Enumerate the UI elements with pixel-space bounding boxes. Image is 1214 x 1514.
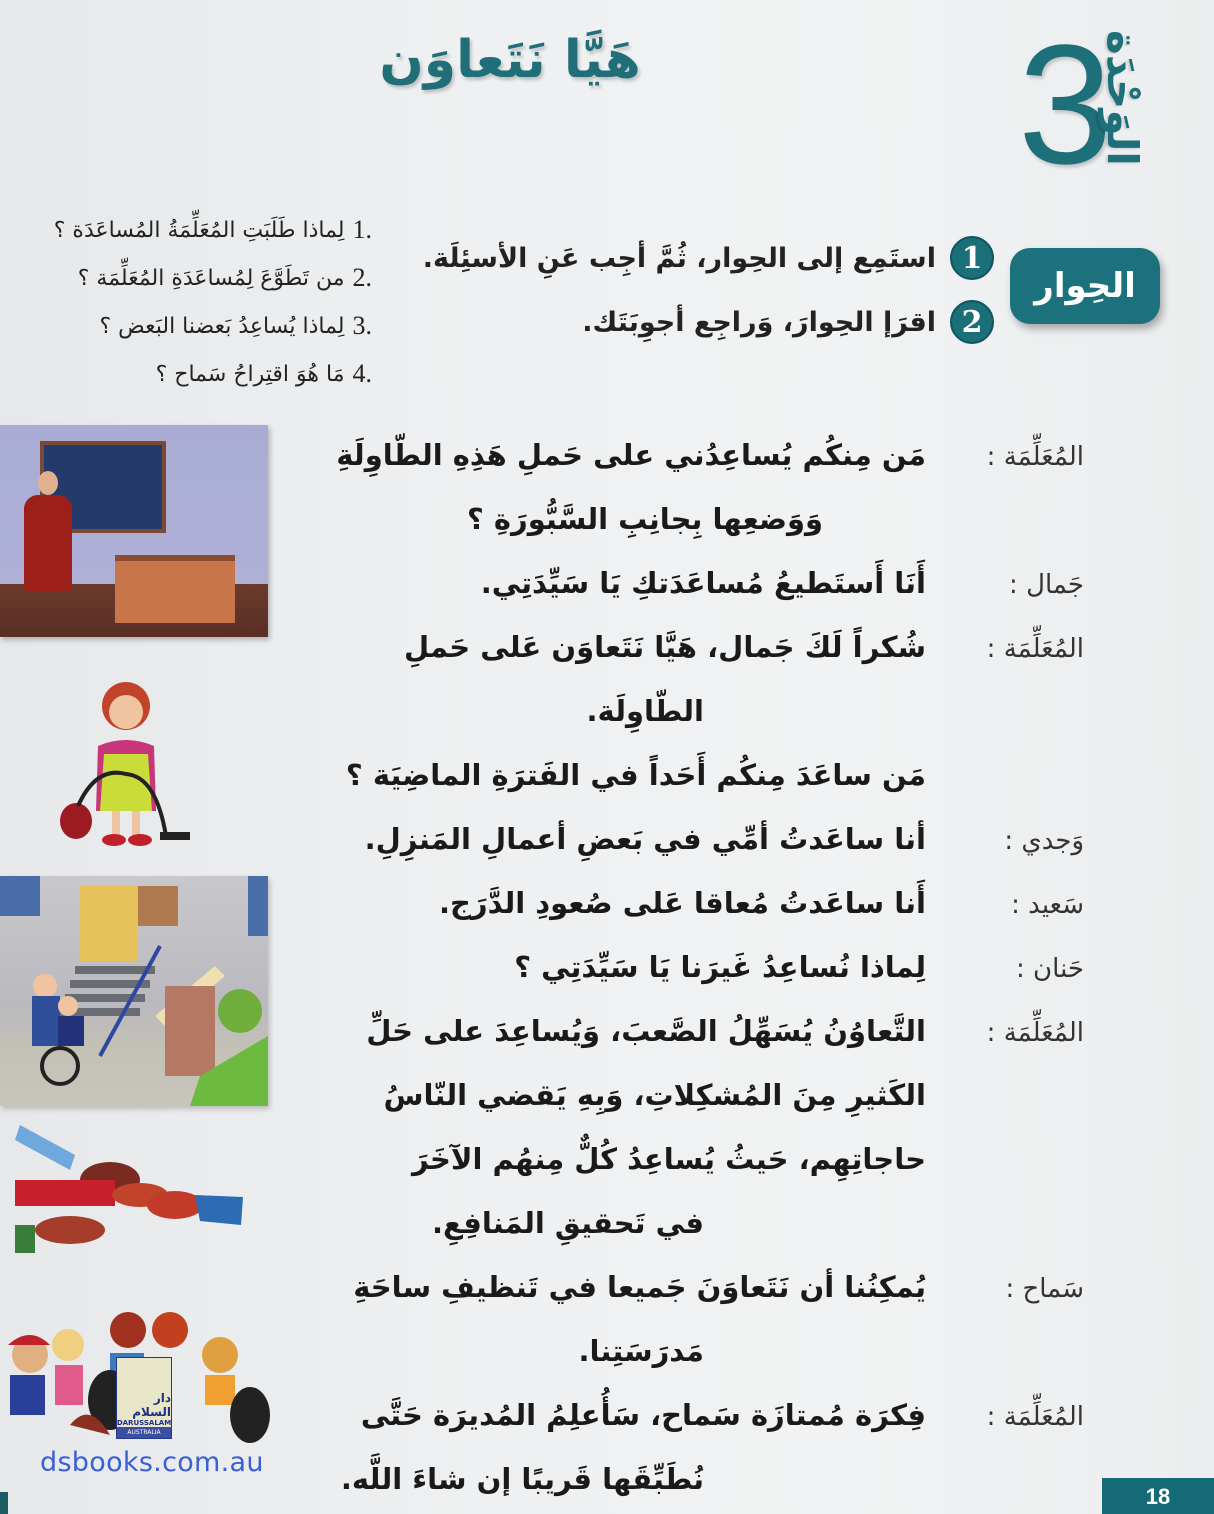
speech-text: أنا ساعَدتُ أمِّي في بَعضِ أعمالِ المَنزِلِ. — [364, 822, 926, 856]
teacher-figure — [24, 495, 72, 591]
number-badge-2: 2 — [950, 300, 994, 344]
teacher-head — [38, 471, 58, 495]
question-text: مَا هُوَ اقتِراحُ سَماح ؟ — [155, 361, 345, 387]
speaker-label: سَعيد : — [1011, 890, 1084, 920]
question-text: من تَطَوَّعَ لِمُساعَدَةِ المُعَلِّمَة ؟ — [77, 265, 345, 291]
speech-text: مَدرَسَتِنا. — [578, 1334, 704, 1368]
dialogue-line — [345, 758, 1084, 822]
dialogue-text — [336, 438, 1084, 1514]
speaker-label: المُعَلِّمَة : — [986, 442, 1084, 472]
speech-text: أَنَا أَستَطيعُ مُساعَدَتكِ يَا سَيِّدَتِي. — [480, 566, 926, 600]
logo-country-text: AUSTRALIA — [117, 1427, 171, 1438]
dialogue-line — [364, 1142, 1084, 1206]
instruction-1 — [374, 236, 994, 280]
dialogue-line — [364, 886, 1084, 950]
question-text: لِماذا يُساعِدُ بَعضنا البَعض ؟ — [99, 313, 345, 339]
logo-arabic-text: دار السلام — [132, 1391, 171, 1419]
girl-vacuuming-illustration — [56, 676, 196, 851]
speaker-label: حَنان : — [1016, 954, 1084, 984]
dialogue-line — [364, 630, 1084, 694]
question-item — [0, 350, 378, 398]
speaker-label: المُعَلِّمَة : — [986, 1018, 1084, 1048]
speech-text: الطّاوِلَة. — [586, 694, 704, 728]
school-stairs-wheelchair-illustration — [0, 876, 268, 1106]
instruction-text: استَمِع إلى الحِوار، ثُمَّ أجِب عَنِ الأسئِلَة. — [422, 242, 936, 274]
dialogue-line — [360, 1398, 1084, 1462]
question-text: لِماذا طَلَبَتِ المُعَلِّمَةُ المُساعَدَة ؟ — [53, 217, 345, 243]
dialogue-line — [353, 1270, 1084, 1334]
speech-text: نُطَبِّقَها قَريبًا إن شاءَ اللَّه. — [340, 1462, 704, 1496]
speech-text: فِكرَة مُمتازَة سَماح، سَأُعلِمُ المُديرَة حَتَّى — [360, 1398, 926, 1432]
number-badge-1: 1 — [950, 236, 994, 280]
page-number-tab: 18 — [1102, 1478, 1214, 1514]
logo-english-text: DARUSSALAM — [116, 1419, 172, 1427]
speech-text: حاجاتِهِم، حَيثُ يُساعِدُ كُلٌّ مِنهُم الآخَرَ — [411, 1142, 926, 1176]
speech-text: التَّعاوُنُ يُسَهِّلُ الصَّعبَ، وَيُساعِدَ على حَلِّ — [366, 1014, 926, 1048]
speech-text: يُمكِنُنا أن نَتَعاوَنَ جَميعا في تَنظيفِ ساحَةِ — [353, 1270, 926, 1304]
helping-hands-illustration — [15, 1125, 245, 1275]
question-number: 4. — [352, 359, 372, 388]
speech-text: مَن مِنكُم يُساعِدُني على حَملِ هَذِهِ الطّاوِلَةِ — [336, 438, 926, 472]
desk — [115, 555, 235, 623]
instruction-text: اقرَإ الحِوارَ، وَراجِع أجوِبَتَك. — [582, 306, 936, 338]
dialogue-line — [364, 1014, 1084, 1078]
unit-number: 3 — [1018, 10, 1113, 200]
speaker-label: جَمال : — [1009, 570, 1084, 600]
speaker-label: سَماح : — [1005, 1274, 1084, 1304]
speaker-label: المُعَلِّمَة : — [986, 1402, 1084, 1432]
question-item — [0, 254, 378, 302]
speech-text: أَنا ساعَدتُ مُعاقا عَلى صُعودِ الدَّرَج. — [438, 886, 926, 920]
dialogue-section-badge: الحِوار — [1010, 248, 1160, 324]
speaker-label: وَجدي : — [1004, 826, 1084, 856]
question-item — [0, 206, 378, 254]
dialogue-line — [364, 502, 1084, 566]
dialogue-line — [340, 1462, 1084, 1514]
speech-text: وَوَضعِها بِجانِبِ السَّبُّورَةِ ؟ — [466, 502, 824, 536]
dialogue-line — [364, 1078, 1084, 1142]
instruction-2 — [374, 300, 994, 344]
unit-label: الوَحْدَة — [1098, 30, 1147, 166]
speech-text: مَن ساعَدَ مِنكُم أَحَداً في الفَترَةِ الماضِيَة ؟ — [345, 758, 926, 792]
question-number: 3. — [352, 311, 372, 340]
dialogue-line — [336, 438, 1084, 502]
question-number: 1. — [352, 215, 372, 244]
dialogue-line — [364, 822, 1084, 886]
questions-list — [0, 206, 378, 398]
speech-text: في تَحقيقِ المَنافِعِ. — [432, 1206, 704, 1240]
dialogue-line — [364, 566, 1084, 630]
website-watermark: dsbooks.com.au — [40, 1447, 264, 1478]
speaker-label: المُعَلِّمَة : — [986, 634, 1084, 664]
dialogue-line — [364, 950, 1084, 1014]
speech-text: لِماذا نُساعِدُ غَيرَنا يَا سَيِّدَتِي ؟ — [514, 950, 926, 984]
question-number: 2. — [352, 263, 372, 292]
dialogue-line — [364, 1206, 1084, 1270]
classroom-illustration — [0, 425, 268, 637]
dialogue-line — [364, 1334, 1084, 1398]
speech-text: الكَثيرِ مِنَ المُشكِلاتِ، وَبِهِ يَقضي النّاسُ — [383, 1078, 926, 1112]
page-edge-marker — [0, 1492, 8, 1514]
speech-text: شُكراً لَكَ جَمال، هَيَّا نَتَعاوَن عَلى حَملِ — [403, 630, 926, 664]
publisher-logo — [116, 1357, 172, 1439]
dialogue-line — [364, 694, 1084, 758]
question-item — [0, 302, 378, 350]
lesson-title: هَيَّا نَتَعاوَن — [379, 30, 641, 90]
